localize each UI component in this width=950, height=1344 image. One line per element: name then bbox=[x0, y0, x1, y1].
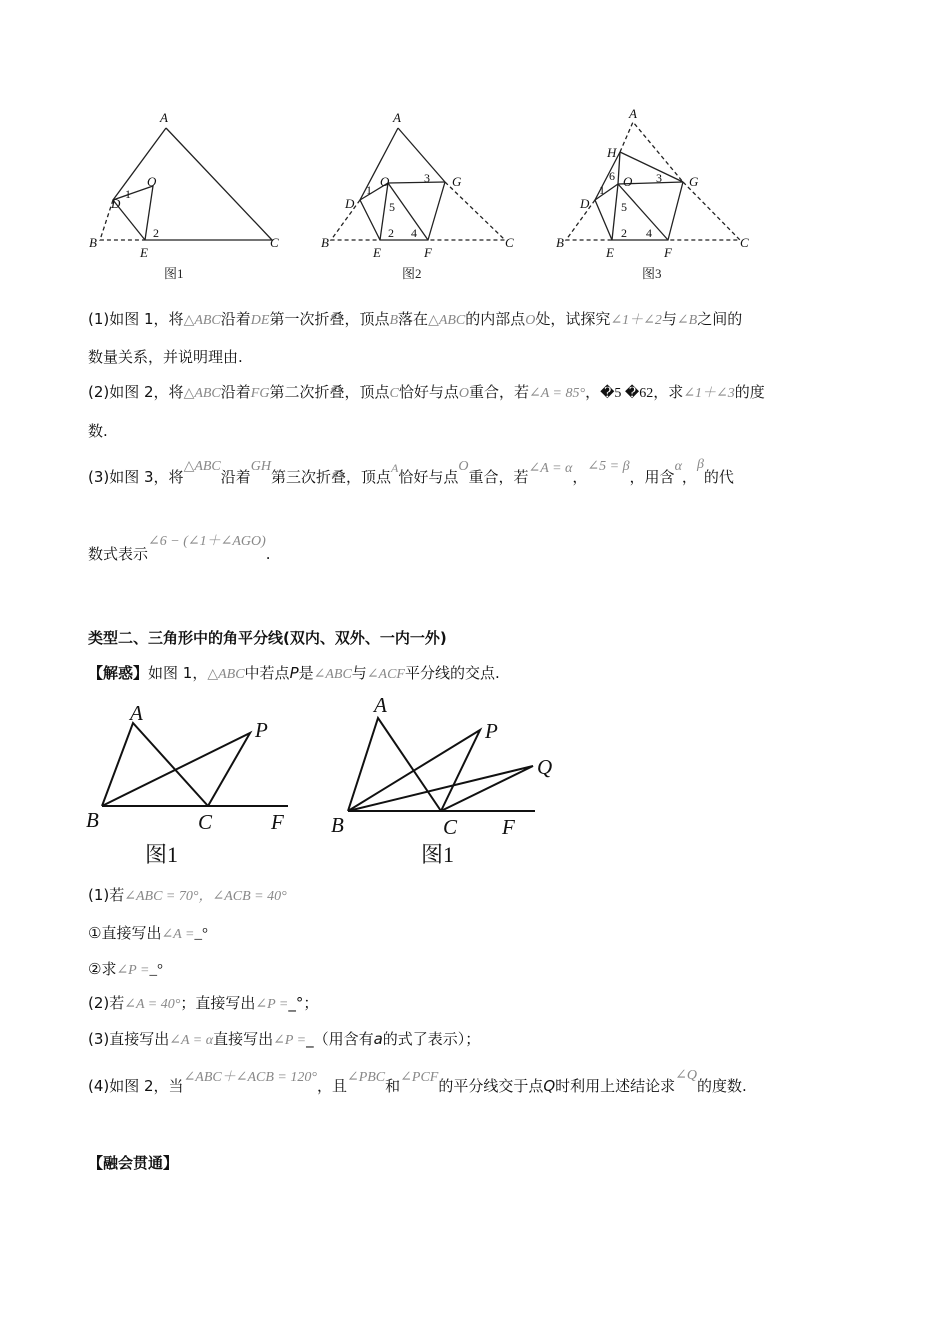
jiehuo-line: 【解惑】如图 1，△ABC中若点P是∠ABC与∠ACF平分线的交点. bbox=[88, 664, 500, 682]
mid-left-label-P: P bbox=[255, 718, 268, 742]
mid-right-label-P: P bbox=[485, 719, 498, 743]
fig3-label-O: O bbox=[623, 174, 633, 189]
mid-right-label-A: A bbox=[374, 693, 387, 717]
mid-left-label-A: A bbox=[130, 701, 143, 725]
fig3-label-C: C bbox=[740, 235, 749, 250]
fig1-label-A: A bbox=[160, 110, 168, 125]
q3-line1: (3)如图 3，将△ABC沿着GH第三次折叠，顶点$^A$恰好与点O重合，若∠A = α，∠5 = β，用含α，β的代 bbox=[88, 457, 734, 486]
mid-right-caption: 图1 bbox=[421, 842, 455, 867]
fig2-label-E: E bbox=[373, 245, 381, 260]
sub-q1-a: ①直接写出∠A =_° bbox=[88, 924, 208, 942]
fig3-caption: 图3 bbox=[642, 266, 662, 281]
mid-left-caption: 图1 bbox=[145, 842, 179, 867]
fig3-angle-4: 4 bbox=[646, 226, 652, 240]
q1-line1: (1)如图 1，将△ABC沿着DE第一次折叠，顶点B落在△ABC的内部点O处，试探究∠1＋∠2与∠B之间的 bbox=[88, 310, 743, 328]
q3-line2: 数式表示∠6 − (∠1＋∠AGO). bbox=[88, 534, 271, 563]
ronghui-title: 【融会贯通】 bbox=[88, 1154, 179, 1172]
mid-right-label-F: F bbox=[502, 815, 515, 839]
sub-q3: (3)直接写出∠A = α直接写出∠P =_（用含有a的式了表示）； bbox=[88, 1030, 481, 1048]
fig3-label-B: B bbox=[556, 235, 564, 250]
fig1-caption: 图1 bbox=[164, 266, 184, 281]
mid-right-label-Q: Q bbox=[537, 755, 553, 779]
fig1-label-E: E bbox=[140, 245, 148, 260]
fig1-label-C: C bbox=[270, 235, 279, 250]
sub-q4: (4)如图 2，当∠ABC＋∠ACB = 120°，且∠PBC和∠PCF的平分线交于点Q时利用上述结论求∠Q的度数. bbox=[88, 1068, 747, 1095]
fig2-caption: 图2 bbox=[402, 266, 422, 281]
fig3-label-A: A bbox=[629, 106, 637, 121]
mid-left-label-C: C bbox=[198, 810, 213, 834]
fig3-angle-2: 2 bbox=[621, 226, 627, 240]
figure-2-geometry bbox=[331, 128, 505, 240]
fig2-label-A: A bbox=[393, 110, 401, 125]
top-figures bbox=[0, 100, 950, 290]
fig2-label-D: D bbox=[345, 196, 355, 211]
sub-q2: (2)若∠A = 40°；直接写出∠P =_°； bbox=[88, 994, 319, 1012]
fig1-label-D: D bbox=[111, 196, 121, 211]
mid-right-label-C: C bbox=[443, 815, 458, 839]
fig2-label-G: G bbox=[452, 174, 462, 189]
fig2-label-F: F bbox=[424, 245, 432, 260]
middle-figures bbox=[0, 690, 950, 875]
fig3-label-H: H bbox=[607, 145, 617, 160]
fig3-angle-1: 1 bbox=[599, 183, 605, 197]
fig2-angle-4: 4 bbox=[411, 226, 417, 240]
fig1-label-B: B bbox=[89, 235, 97, 250]
fig3-angle-6: 6 bbox=[609, 169, 615, 183]
fig1-angle-1: 1 bbox=[125, 187, 131, 201]
figure-1-geometry bbox=[100, 128, 272, 240]
mid-left-label-B: B bbox=[86, 808, 99, 832]
figure-3-geometry bbox=[566, 122, 740, 240]
fig3-label-D: D bbox=[580, 196, 590, 211]
fig2-angle-1: 1 bbox=[366, 183, 372, 197]
fig3-label-F: F bbox=[664, 245, 672, 260]
fig1-label-O: O bbox=[147, 174, 157, 189]
fig3-label-E: E bbox=[606, 245, 614, 260]
sub-q1-b: ②求∠P =_° bbox=[88, 960, 163, 978]
section-2-title: 类型二、三角形中的角平分线(双内、双外、一内一外) bbox=[88, 629, 447, 647]
q2-line1: (2)如图 2，将△ABC沿着FG第二次折叠，顶点C恰好与点O重合，若∠A = 85°，�5 �62，求∠1＋∠3的度 bbox=[88, 383, 765, 401]
fig1-angle-2: 2 bbox=[153, 226, 159, 240]
fig3-label-G: G bbox=[689, 174, 699, 189]
fig2-label-C: C bbox=[505, 235, 514, 250]
mid-right-label-B: B bbox=[331, 813, 344, 837]
mid-figure-right-geometry bbox=[348, 718, 535, 811]
mid-left-label-F: F bbox=[271, 810, 284, 834]
q1-line2: 数量关系，并说明理由. bbox=[88, 348, 243, 366]
fig3-angle-5: 5 bbox=[621, 200, 627, 214]
fig3-angle-3: 3 bbox=[656, 171, 662, 185]
fig2-angle-2: 2 bbox=[388, 226, 394, 240]
fig2-angle-5: 5 bbox=[389, 200, 395, 214]
sub-q1: (1)若∠ABC = 70°，∠ACB = 40° bbox=[88, 886, 287, 904]
fig2-label-O: O bbox=[380, 174, 390, 189]
fig2-angle-3: 3 bbox=[424, 171, 430, 185]
q2-line2: 数. bbox=[88, 422, 108, 440]
fig2-label-B: B bbox=[321, 235, 329, 250]
